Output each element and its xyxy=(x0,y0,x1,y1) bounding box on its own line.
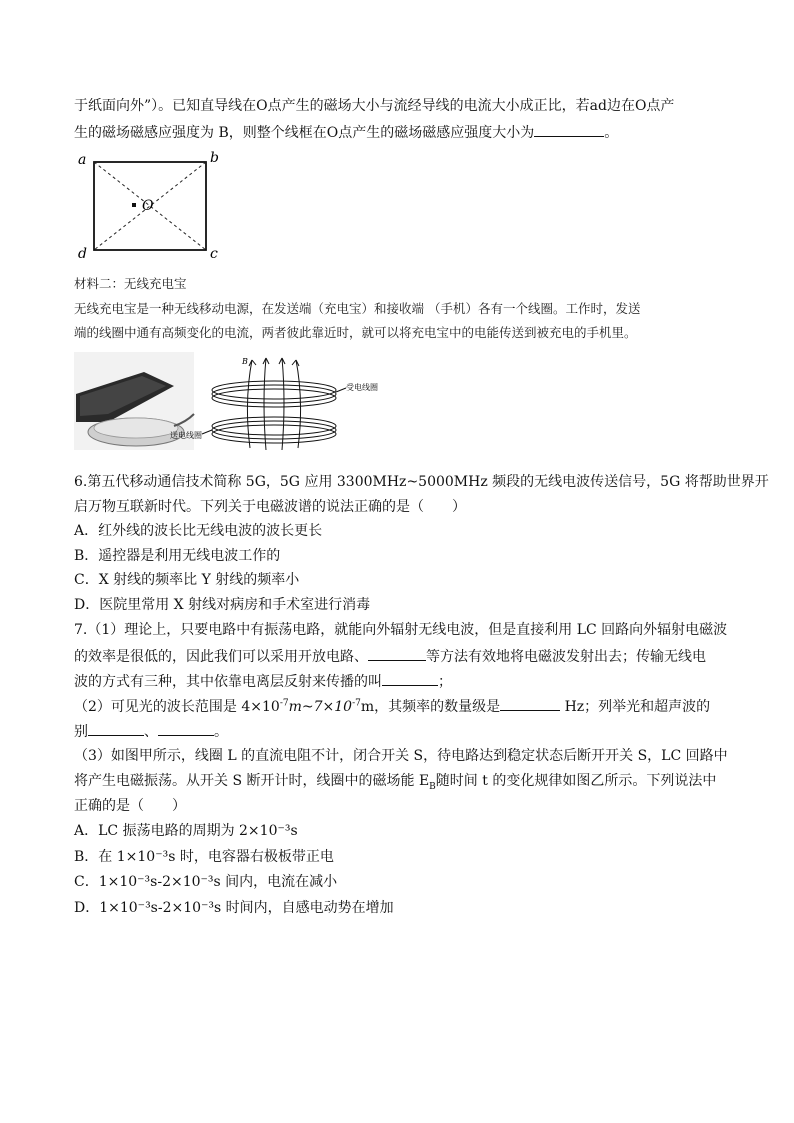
q6-option-d[interactable]: D．医院里常用 X 射线对病房和手术室进行消毒 xyxy=(74,597,371,613)
q7-part3-line-2 xyxy=(74,771,716,791)
q7-part3-line-1: （3）如图甲所示，线圈 L 的直流电阻不计，闭合开关 S，待电路达到稳定状态后断开开关 S，LC 回路中 xyxy=(74,748,728,764)
q7-part3-subscript: B xyxy=(429,781,436,792)
label-o: O xyxy=(142,198,154,214)
q7-option-b[interactable]: B．在 1×10⁻³s 时，电容器右极板带正电 xyxy=(74,849,334,865)
label-b: b xyxy=(210,150,219,166)
q7-option-d[interactable]: D．1×10⁻³s-2×10⁻³s 时间内，自感电动势在增加 xyxy=(74,900,394,916)
intro-line-2-text: 生的磁场磁感应强度为 B，则整个线框在O点产生的磁场磁感应强度大小为 xyxy=(74,125,535,141)
q7-part2-exp-1: -7 xyxy=(279,698,289,709)
q7-part2-line-2-text: 别 xyxy=(74,724,88,740)
coil-diagram xyxy=(202,358,346,450)
q7-option-a[interactable]: A．LC 振荡电路的周期为 2×10⁻³s xyxy=(74,823,298,839)
q7-part2-end: 。 xyxy=(214,724,228,740)
q6-option-b[interactable]: B．遥控器是利用无线电波工作的 xyxy=(74,548,281,564)
material2-title: 材料二：无线充电宝 xyxy=(74,276,187,291)
label-c: c xyxy=(210,246,218,262)
answer-blank-sky-wave[interactable] xyxy=(382,671,438,686)
q7-part1-line-1: 7.（1）理论上，只要电路中有振荡电路，就能向外辐射无线电波，但是直接利用 LC 回路向外辐射电磁波 xyxy=(74,622,728,638)
square-frame-figure xyxy=(74,150,224,262)
intro-line-1: 于纸面向外”）。已知直导线在O点产生的磁场大小与流经导线的电流大小成正比，若ad边在O点产 xyxy=(74,98,675,114)
q7-part1-line-3-end: ； xyxy=(438,674,452,690)
wireless-charger-figure xyxy=(74,352,378,452)
q6-stem-line-2: 启万物互联新时代。下列关于电磁波谱的说法正确的是（ ） xyxy=(74,499,466,515)
q7-part2-exp-2: -7 xyxy=(352,698,361,709)
b-field-label: B xyxy=(242,357,248,366)
q7-part1-line-3-text: 波的方式有三种，其中依靠电离层反射来传播的叫 xyxy=(74,674,382,690)
q7-part2-sep: 、 xyxy=(144,724,158,740)
material2-para-line-1: 无线充电宝是一种无线移动电源，在发送端（充电宝）和接收端 （手机）各有一个线圈。工作时，发送 xyxy=(74,301,641,316)
q7-part2-text-c: m，其频率的数量级是 xyxy=(360,699,501,715)
q7-part2-line-2 xyxy=(74,721,228,742)
q6-option-c[interactable]: C．X 射线的频率比 Y 射线的频率小 xyxy=(74,572,300,588)
intro-line-2-end: 。 xyxy=(604,125,619,141)
answer-blank-difference-2[interactable] xyxy=(158,721,214,736)
q7-part3-line-3: 正确的是（ ） xyxy=(74,798,186,814)
intro-line-2 xyxy=(74,122,618,143)
q7-part2-text-b: m~7×10 xyxy=(288,699,353,715)
q7-part2-line-1 xyxy=(74,696,710,717)
q7-option-c[interactable]: C．1×10⁻³s-2×10⁻³s 间内，电流在减小 xyxy=(74,874,338,890)
answer-blank-frequency[interactable] xyxy=(500,696,560,711)
q7-part3-line-2-tail: 随时间 t 的变化规律如图乙所示。下列说法中 xyxy=(435,773,717,789)
q6-option-a[interactable]: A．红外线的波长比无线电波的波长更长 xyxy=(74,523,323,539)
receive-coil-label: 受电线圈 xyxy=(346,383,378,392)
answer-blank-b[interactable] xyxy=(534,122,604,137)
answer-blank-difference-1[interactable] xyxy=(88,721,144,736)
label-d: d xyxy=(78,246,87,262)
q6-stem-line-1: 6.第五代移动通信技术简称 5G，5G 应用 3300MHz~5000MHz 频段的无线电波传送信号，5G 将帮助世界开 xyxy=(74,474,769,490)
send-coil-label: 送电线圈 xyxy=(170,431,202,440)
q7-part1-line-2-text: 的效率是很低的，因此我们可以采用开放电路、 xyxy=(74,649,368,665)
label-a: a xyxy=(78,152,87,168)
q7-part2-text-d: Hz；列举光和超声波的 xyxy=(560,699,711,715)
answer-blank-open-circuit[interactable] xyxy=(368,646,426,661)
q7-part1-line-2-tail: 等方法有效地将电磁波发射出去；传输无线电 xyxy=(426,649,706,665)
q7-part2-text-a: （2）可见光的波长范围是 4×10 xyxy=(74,699,280,715)
q7-part1-line-3 xyxy=(74,671,452,692)
center-point xyxy=(132,203,136,207)
q7-part3-line-2-text: 将产生电磁振荡。从开关 S 断开计时，线圈中的磁场能 E xyxy=(74,773,430,789)
q7-part1-line-2 xyxy=(74,646,706,667)
material2-para-line-2: 端的线圈中通有高频变化的电流，两者彼此靠近时，就可以将充电宝中的电能传送到被充电的手机里。 xyxy=(74,325,637,340)
